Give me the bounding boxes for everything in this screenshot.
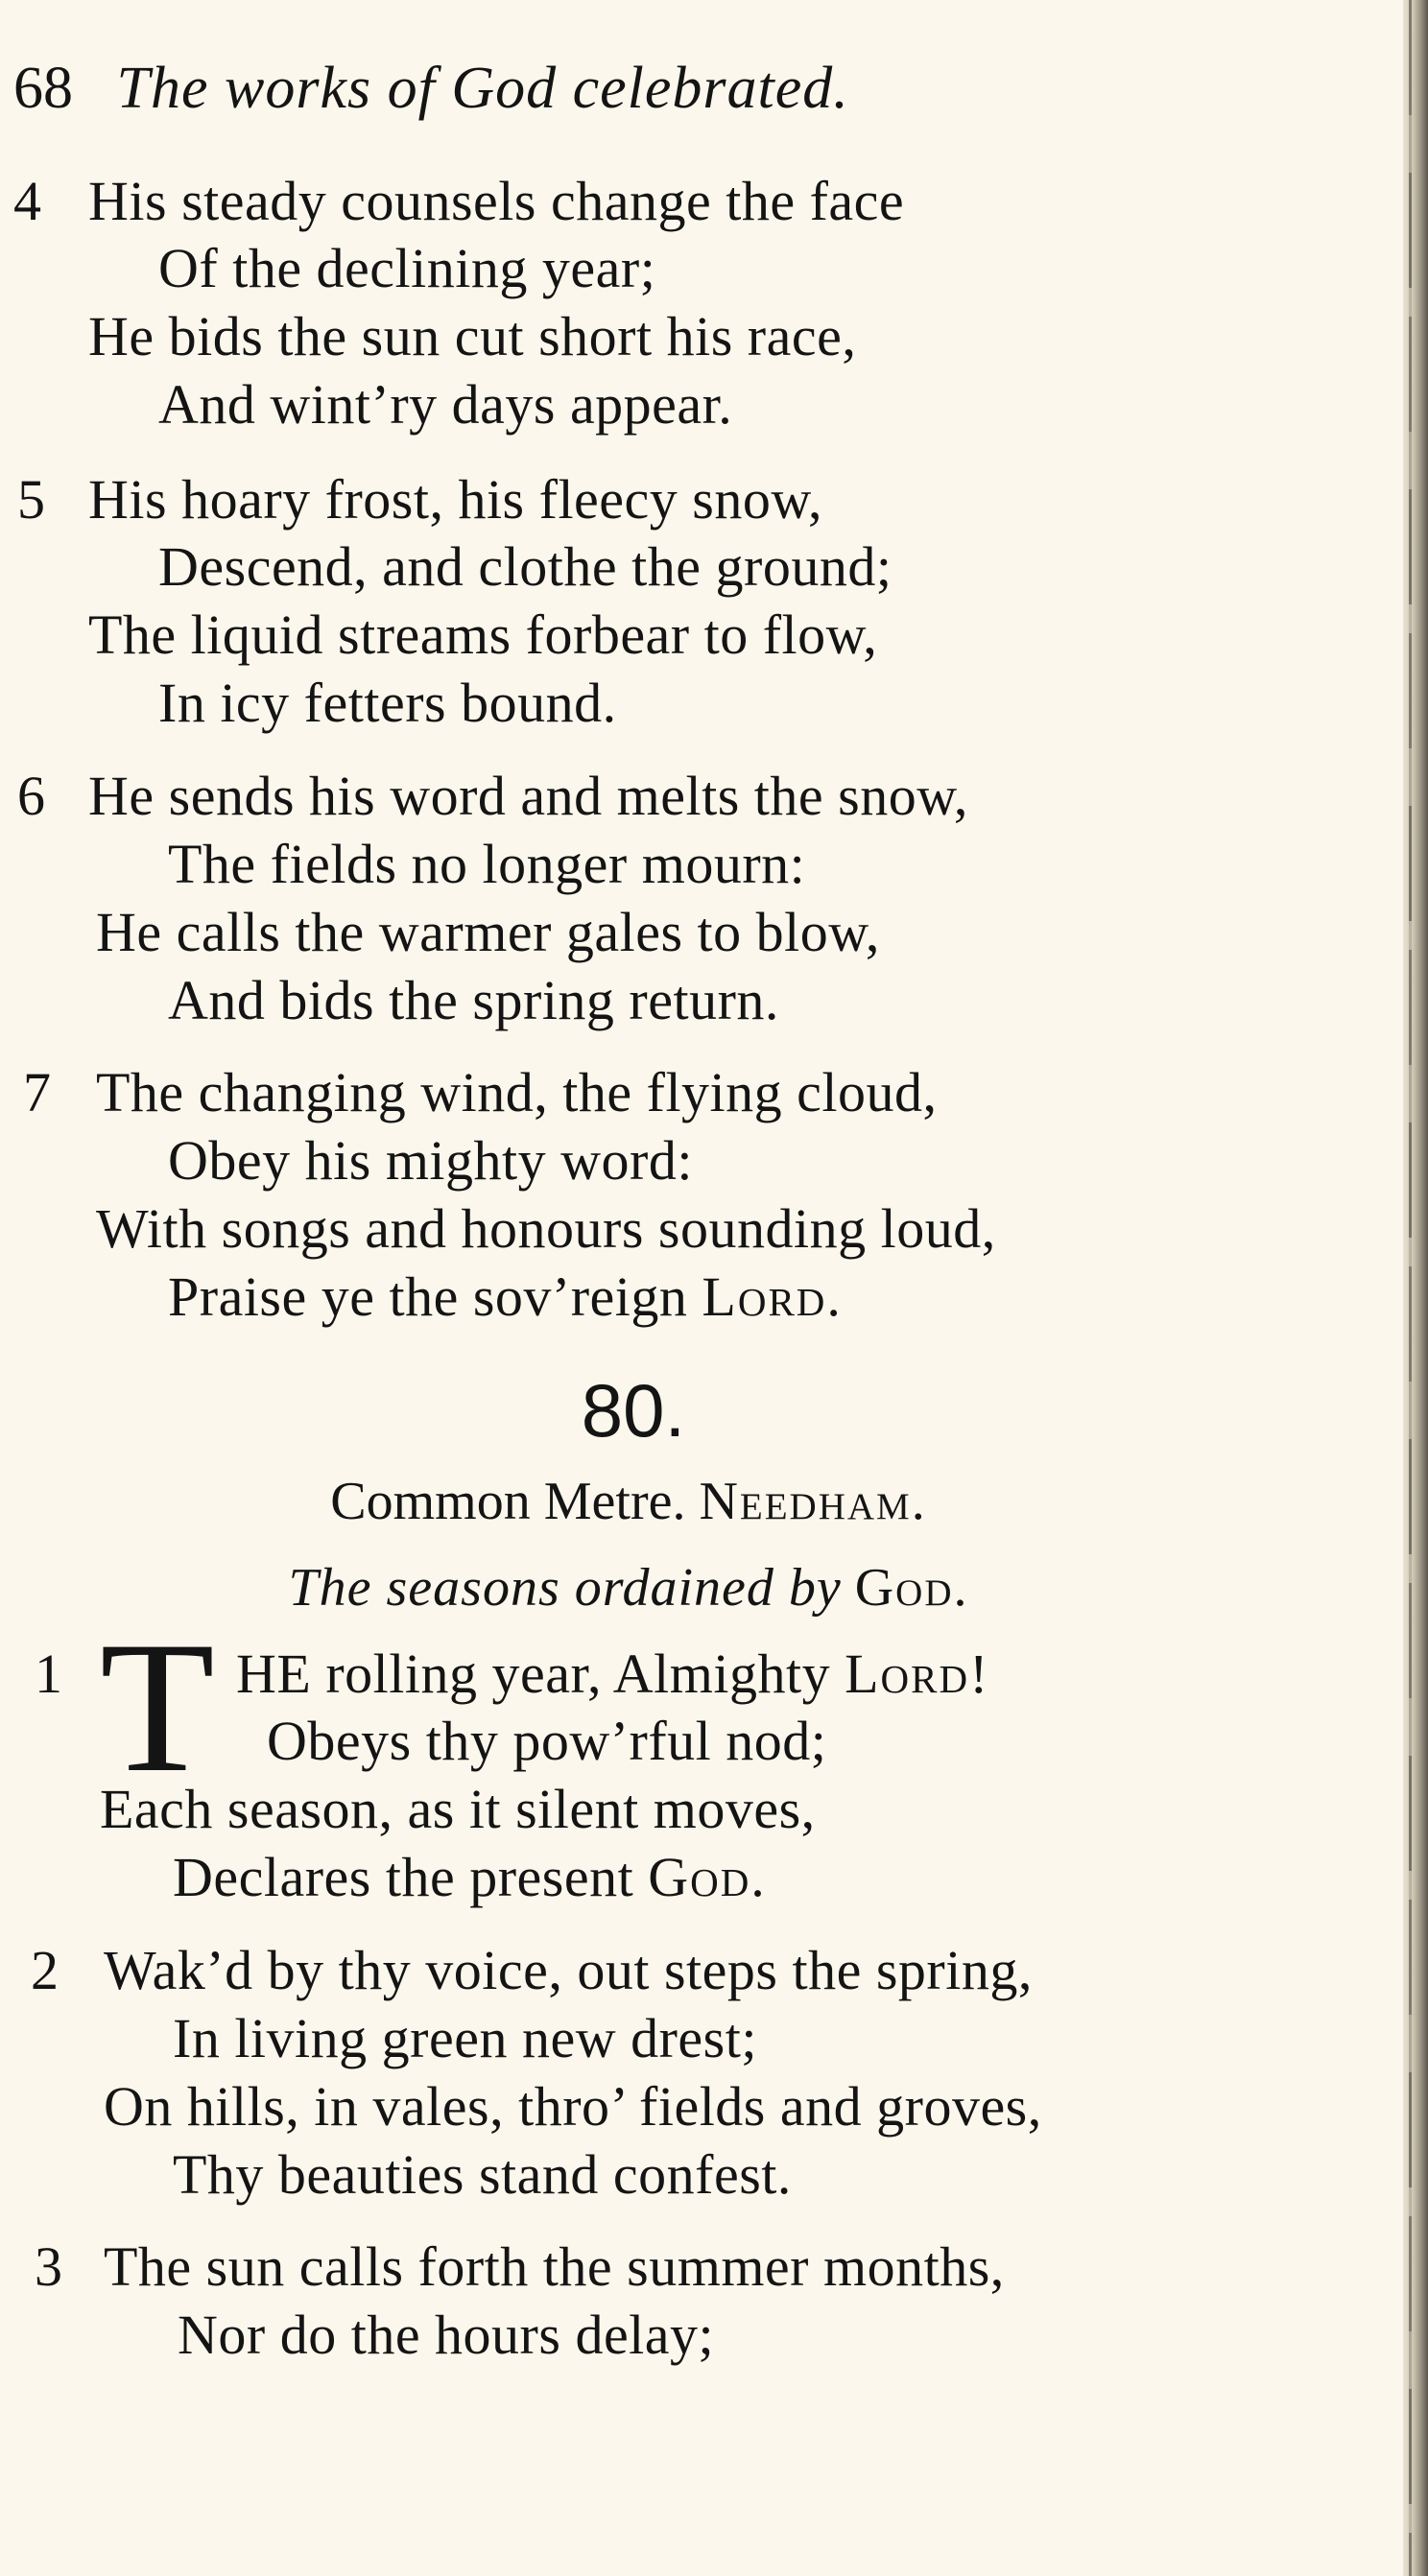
verse-line: He sends his word and melts the snow, xyxy=(88,765,968,827)
verse-line: Nor do the hours delay; xyxy=(178,2304,715,2366)
verse-line-text: Praise ye the sov’reign xyxy=(168,1265,688,1328)
tune-author: Needham. xyxy=(699,1472,927,1531)
verse-line: In icy fetters bound. xyxy=(158,672,617,734)
verse-line: With songs and honours sounding loud, xyxy=(96,1197,996,1260)
verse-line: Of the declining year; xyxy=(158,237,656,299)
verse-line-text: HE rolling year, Almighty xyxy=(236,1642,831,1705)
verse-line xyxy=(168,1264,843,1331)
verse-line: He bids the sun cut short his race, xyxy=(88,305,857,367)
verse-line xyxy=(236,1641,989,1708)
verse-number: 1 xyxy=(35,1642,62,1705)
verse-line xyxy=(173,1844,767,1911)
running-head xyxy=(13,50,849,127)
lord-smallcaps: Lord. xyxy=(702,1265,843,1328)
verse-line: Descend, and clothe the ground; xyxy=(158,535,892,598)
verse-number: 4 xyxy=(13,170,41,232)
metre: Common Metre. xyxy=(330,1472,686,1531)
verse-line: Each season, as it silent moves, xyxy=(100,1778,816,1840)
drop-cap: T xyxy=(100,1603,215,1811)
verse-number: 3 xyxy=(35,2235,62,2298)
page-number: 68 xyxy=(13,56,73,121)
metre-line xyxy=(0,1468,1257,1535)
lord-smallcaps: Lord! xyxy=(845,1642,990,1705)
verse-line: And bids the spring return. xyxy=(168,969,779,1031)
verse-number: 2 xyxy=(31,1939,59,2001)
verse-line-text: Declares the present xyxy=(173,1846,634,1908)
verse-line: On hills, in vales, thro’ fields and groves, xyxy=(104,2075,1042,2138)
page-edge xyxy=(1403,0,1428,2576)
page-heading: The works of God celebrated. xyxy=(116,56,849,121)
verse-line: And wint’ry days appear. xyxy=(158,373,733,436)
hymn-title-text: The seasons ordained by xyxy=(288,1558,842,1618)
verse-number: 5 xyxy=(17,468,45,531)
verse-line: The changing wind, the flying cloud, xyxy=(96,1061,938,1123)
verse-line: The fields no longer mourn: xyxy=(168,833,806,895)
hymn-number: 80. xyxy=(581,1368,686,1453)
verse-line: The liquid streams forbear to flow, xyxy=(88,603,878,666)
verse-line: Wak’d by thy voice, out steps the spring, xyxy=(104,1939,1033,2001)
verse-number: 7 xyxy=(23,1061,51,1123)
verse-line: The sun calls forth the summer months, xyxy=(104,2235,1005,2298)
verse-number: 6 xyxy=(17,765,45,827)
hymn-title-end: God. xyxy=(854,1558,969,1618)
god-smallcaps: God. xyxy=(648,1846,767,1908)
verse-line: His steady counsels change the face xyxy=(88,170,905,232)
verse-line: Obey his mighty word: xyxy=(168,1129,693,1192)
verse-line: Thy beauties stand confest. xyxy=(173,2143,792,2206)
verse-line: Obeys thy pow’rful nod; xyxy=(267,1710,827,1772)
verse-line: He calls the warmer gales to blow, xyxy=(96,901,880,963)
verse-line: His hoary frost, his fleecy snow, xyxy=(88,468,822,531)
verse-line: In living green new drest; xyxy=(173,2007,757,2069)
